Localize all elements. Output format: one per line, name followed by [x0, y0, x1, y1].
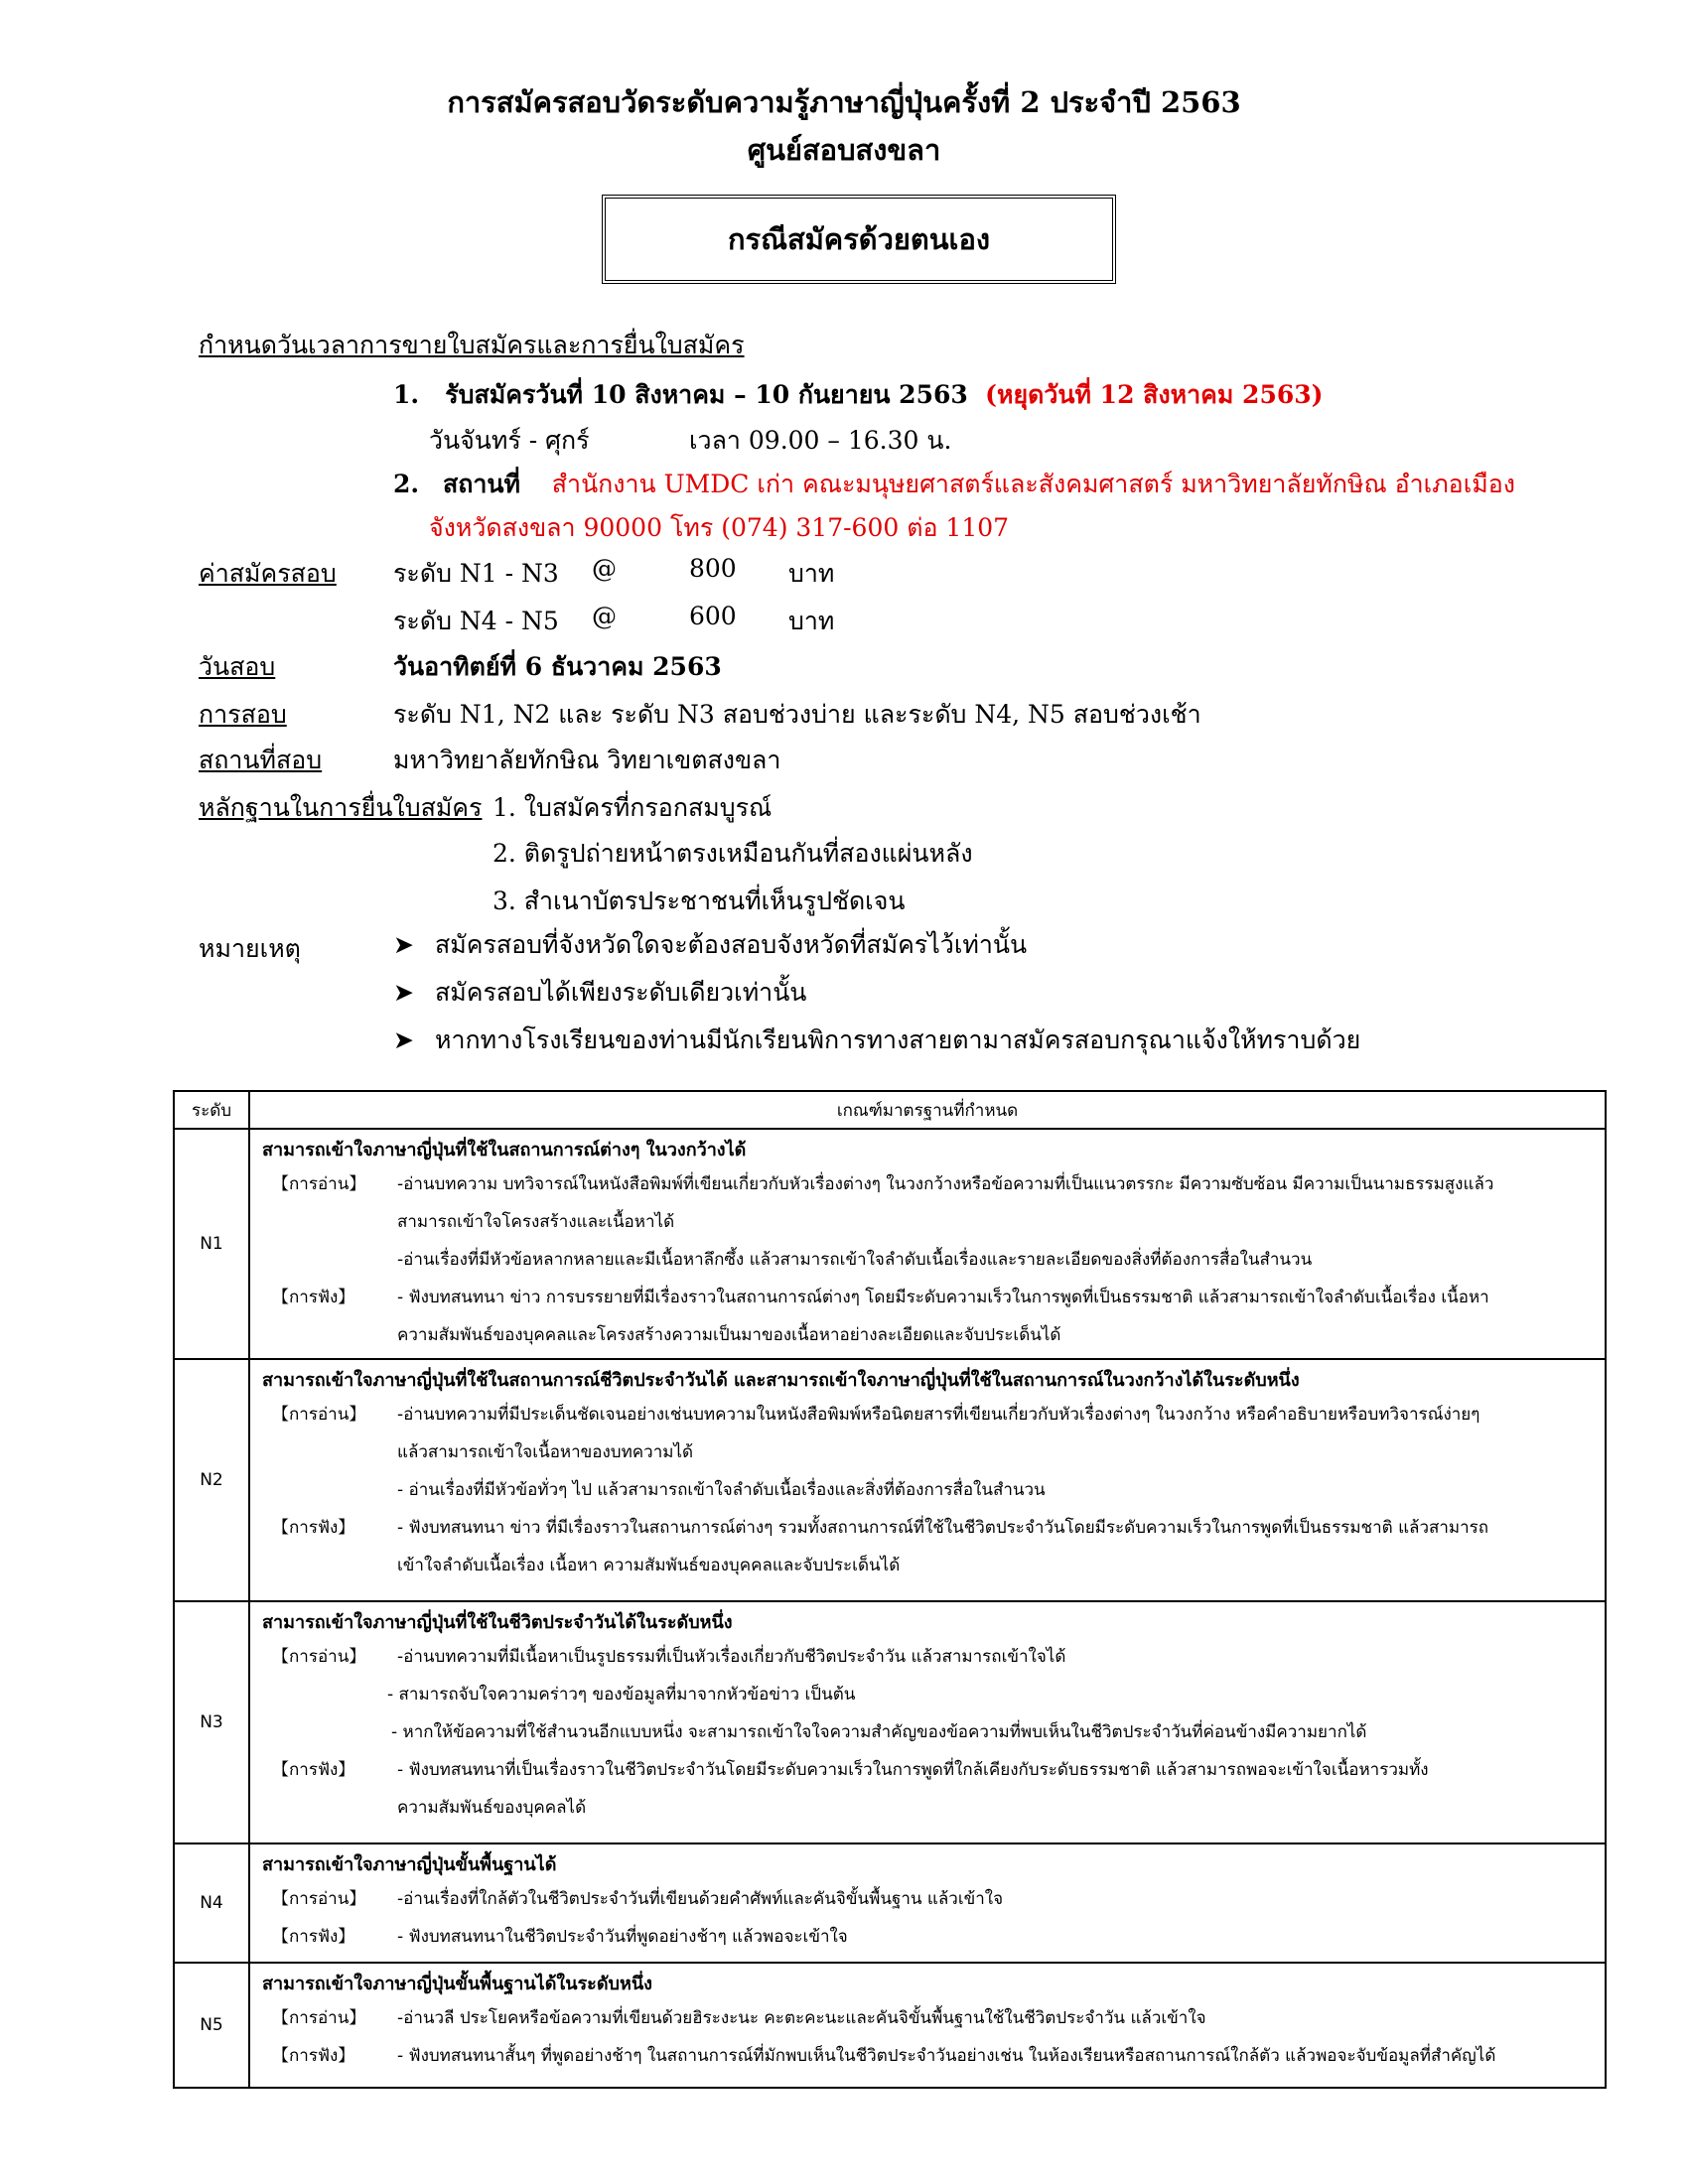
reading-text: -อ่านบทความที่มีเนื้อหาเป็นรูปธรรมที่เป็นหัวเรื่องเกี่ยวกับชีวิตประจำวัน แล้วสามารถเข้าใจได้	[397, 1647, 1066, 1667]
arrow-bullet-icon: ➤	[393, 1025, 414, 1054]
listening-line	[262, 2037, 1595, 2075]
reading-text: -อ่านบทความ บทวิจารณ์ในหนังสือพิมพ์ที่เขียนเกี่ยวกับหัวเรื่องต่างๆ ในวงกว้างหรือข้อความที่เป็นแนวตรรกะ มีความซับซ้อน มีความเป็นนามธรรมสูงแล้ว	[397, 1174, 1494, 1194]
criteria-cell	[249, 1129, 1606, 1359]
item-1-note: (หยุดวันที่ 12 สิงหาคม 2563)	[985, 380, 1324, 409]
arrow-bullet-icon: ➤	[393, 978, 414, 1007]
table-header-row	[174, 1091, 1606, 1129]
listening-text: - ฟังบทสนทนา ข่าว ที่มีเรื่องราวในสถานการณ์ต่างๆ รวมทั้งสถานการณ์ที่ใช้ในชีวิตประจำวันโดยมีระดับความเร็วในการพูดที่เป็นธรรมชาติ แล้วสามารถ	[397, 1518, 1489, 1538]
fee-row-2-at: @	[592, 602, 617, 630]
arrow-bullet-icon: ➤	[393, 930, 414, 959]
level-cell: N2	[174, 1359, 249, 1601]
fee-row-2-level: ระดับ N4 - N5	[393, 607, 559, 635]
listening-text-cont: ความสัมพันธ์ของบุคคลได้	[397, 1798, 587, 1818]
item-2-number: 2.	[393, 470, 420, 498]
note-item-3-text: หากทางโรงเรียนของท่านมีนักเรียนพิการทางสายตามาสมัครสอบกรุณาแจ้งให้ทราบด้วย	[435, 1025, 1361, 1054]
table-row	[174, 1129, 1606, 1359]
notes-heading: หมายเหตุ	[199, 934, 301, 963]
exam-date-value: วันอาทิตย์ที่ 6 ธันวาคม 2563	[393, 652, 722, 681]
item-1-text: รับสมัครวันที่ 10 สิงหาคม – 10 กันยายน 2563	[445, 380, 968, 409]
boxed-title: กรณีสมัครด้วยตนเอง	[602, 195, 1116, 284]
reading-line	[262, 1396, 1595, 1433]
note-item-2	[393, 973, 806, 1013]
exam-schedule: ระดับ N1, N2 และ ระดับ N3 สอบช่วงบ่าย และระดับ N4, N5 สอบช่วงเช้า	[393, 700, 1201, 729]
listening-text: - ฟังบทสนทนาในชีวิตประจำวันที่พูดอย่างช้าๆ แล้วพอจะเข้าใจ	[397, 1927, 848, 1947]
exam-heading: การสอบ	[199, 700, 287, 729]
listening-text: - ฟังบทสนทนาสั้นๆ ที่พูดอย่างช้าๆ ในสถานการณ์ที่มักพบเห็นในชีวิตประจำวันอย่างเช่น ในห้องเรียนหรือสถานการณ์ใกล้ตัว แล้วพอจะจับข้อมูลที่สำคัญได้	[397, 2046, 1496, 2066]
level-cell: N3	[174, 1601, 249, 1843]
fee-row-1-level: ระดับ N1 - N3	[393, 559, 559, 588]
listening-text: - ฟังบทสนทนาที่เป็นเรื่องราวในชีวิตประจำวันโดยมีระดับความเร็วในการพูดที่ใกล้เคียงกับระดับธรรมชาติ แล้วสามารถพอจะเข้าใจเนื้อหารวมทั้ง	[397, 1760, 1429, 1780]
criteria-caption: สามารถเข้าใจภาษาญี่ปุ่นที่ใช้ในสถานการณ์ชีวิตประจำวันได้ และสามารถเข้าใจภาษาญี่ปุ่นที่ใช้ในสถานการณ์ในวงกว้างได้ในระดับหนึ่ง	[262, 1370, 1300, 1391]
title-line-1: การสมัครสอบวัดระดับความรู้ภาษาญี่ปุ่นครั้งที่ 2 ประจำปี 2563	[447, 85, 1241, 119]
fee-row-1-unit: บาท	[788, 559, 835, 588]
item-2-place-line-2: จังหวัดสงขลา 90000 โทร (074) 317-600 ต่อ 1107	[429, 513, 1010, 542]
note-item-1	[393, 925, 1027, 965]
reading-tag: 【การอ่าน】	[272, 1647, 366, 1667]
listening-line	[262, 1751, 1595, 1789]
table-row	[174, 1963, 1606, 2088]
note-item-1-text: สมัครสอบที่จังหวัดใดจะต้องสอบจังหวัดที่สมัครไว้เท่านั้น	[435, 930, 1028, 959]
reading-text: -อ่านบทความที่มีประเด็นชัดเจนอย่างเช่นบทความในหนังสือพิมพ์หรือนิตยสารที่เขียนเกี่ยวกับหัวเรื่องต่างๆ ในวงกว้าง หรือคำอธิบายหรือบทวิจารณ์ง่ายๆ	[397, 1405, 1480, 1425]
reading-tag: 【การอ่าน】	[272, 1889, 366, 1909]
criteria-cell	[249, 1843, 1606, 1963]
table-row	[174, 1843, 1606, 1963]
schedule-item-1	[393, 375, 1323, 415]
item-2-place: สำนักงาน UMDC เก่า คณะมนุษยศาสตร์และสังคมศาสตร์ มหาวิทยาลัยทักษิณ อำเภอเมือง	[551, 470, 1515, 498]
criteria-caption: สามารถเข้าใจภาษาญี่ปุ่นที่ใช้ในสถานการณ์ต่างๆ ในวงกว้างได้	[262, 1140, 747, 1160]
title-line-2: ศูนย์สอบสงขลา	[747, 133, 941, 167]
criteria-caption: สามารถเข้าใจภาษาญี่ปุ่นขั้นพื้นฐานได้ในระดับหนึ่ง	[262, 1974, 652, 1994]
reading-line	[262, 1638, 1595, 1676]
fee-row-2-amount: 600	[689, 602, 737, 630]
reading-text-cont: แล้วสามารถเข้าใจเนื้อหาของบทความได้	[397, 1442, 694, 1462]
criteria-table	[173, 1090, 1607, 2089]
level-cell: N4	[174, 1843, 249, 1963]
note-item-3	[393, 1021, 1360, 1060]
criteria-cell	[249, 1601, 1606, 1843]
listening-tag: 【การฟัง】	[272, 1518, 355, 1538]
listening-line	[262, 1509, 1595, 1547]
listening-text: - ฟังบทสนทนา ข่าว การบรรยายที่มีเรื่องราวในสถานการณ์ต่างๆ โดยมีระดับความเร็วในการพูดที่เป็นธรรมชาติ แล้วสามารถเข้าใจลำดับเนื้อเรื่อง เนื้อหา	[397, 1288, 1489, 1307]
listening-tag: 【การฟัง】	[272, 1288, 355, 1307]
column-header-criteria: เกณฑ์มาตรฐานที่กำหนด	[249, 1091, 1606, 1129]
venue-value: มหาวิทยาลัยทักษิณ วิทยาเขตสงขลา	[393, 746, 781, 774]
item-1-number: 1.	[393, 380, 420, 409]
reading-tag: 【การอ่าน】	[272, 1174, 366, 1194]
reading-line	[262, 1999, 1595, 2037]
venue-heading: สถานที่สอบ	[199, 746, 323, 774]
listening-text-cont: ความสัมพันธ์ของบุคคลและโครงสร้างความเป็นมาของเนื้อหาอย่างละเอียดและจับประเด็นได้	[397, 1325, 1061, 1345]
listening-tag: 【การฟัง】	[272, 1760, 355, 1780]
fee-row-2-unit: บาท	[788, 607, 835, 635]
office-hours: เวลา 09.00 – 16.30 น.	[689, 426, 952, 455]
reading-text-cont: สามารถเข้าใจโครงสร้างและเนื้อหาได้	[397, 1212, 675, 1232]
listening-tag: 【การฟัง】	[272, 2046, 355, 2066]
level-cell: N1	[174, 1129, 249, 1359]
listening-tag: 【การฟัง】	[272, 1927, 355, 1947]
reading-line	[262, 1880, 1595, 1918]
column-header-level: ระดับ	[174, 1091, 249, 1129]
reading-text: -อ่านเรื่องที่ใกล้ตัวในชีวิตประจำวันที่เขียนด้วยคำศัพท์และคันจิขั้นพื้นฐาน แล้วเข้าใจ	[397, 1889, 1004, 1909]
reading-text-cont: -อ่านเรื่องที่มีหัวข้อหลากหลายและมีเนื้อหาลึกซึ้ง แล้วสามารถเข้าใจลำดับเนื้อเรื่องและรายละเอียดของสิ่งที่ต้องการสื่อในสำนวน	[397, 1250, 1313, 1270]
evidence-item-2: 2. ติดรูปถ่ายหน้าตรงเหมือนกันที่สองแผ่นหลัง	[492, 839, 973, 868]
reading-text-cont: - อ่านเรื่องที่มีหัวข้อทั่วๆ ไป แล้วสามารถเข้าใจลำดับเนื้อเรื่องและสิ่งที่ต้องการสื่อในสำนวน	[397, 1480, 1046, 1500]
listening-text-cont: เข้าใจลำดับเนื้อเรื่อง เนื้อหา ความสัมพันธ์ของบุคคลและจับประเด็นได้	[397, 1556, 901, 1575]
exam-date-heading: วันสอบ	[199, 652, 276, 681]
reading-line	[262, 1165, 1595, 1203]
table-row	[174, 1601, 1606, 1843]
note-item-2-text: สมัครสอบได้เพียงระดับเดียวเท่านั้น	[435, 978, 807, 1007]
office-days: วันจันทร์ - ศุกร์	[429, 426, 590, 455]
evidence-heading: หลักฐานในการยื่นใบสมัคร	[199, 793, 483, 822]
listening-line	[262, 1918, 1595, 1956]
fee-row-1-at: @	[592, 554, 617, 583]
evidence-item-1: 1. ใบสมัครที่กรอกสมบูรณ์	[492, 793, 773, 822]
fees-heading: ค่าสมัครสอบ	[199, 559, 337, 588]
item-2-label: สถานที่	[442, 470, 520, 498]
reading-text-cont: - สามารถจับใจความคร่าวๆ ของข้อมูลที่มาจากหัวข้อข่าว เป็นต้น	[387, 1685, 856, 1705]
criteria-cell	[249, 1359, 1606, 1601]
evidence-item-3: 3. สำเนาบัตรประชาชนที่เห็นรูปชัดเจน	[492, 887, 906, 915]
level-cell: N5	[174, 1963, 249, 2088]
criteria-caption: สามารถเข้าใจภาษาญี่ปุ่นขั้นพื้นฐานได้	[262, 1854, 557, 1875]
criteria-caption: สามารถเข้าใจภาษาญี่ปุ่นที่ใช้ในชีวิตประจำวันได้ในระดับหนึ่ง	[262, 1612, 733, 1633]
schedule-heading: กำหนดวันเวลาการขายใบสมัครและการยื่นใบสมัคร	[199, 331, 745, 359]
schedule-item-2	[393, 465, 1515, 504]
reading-text-cont: - หากให้ข้อความที่ใช้สำนวนอีกแบบหนึ่ง จะสามารถเข้าใจใจความสำคัญของข้อความที่พบเห็นในชีวิตประจำวันที่ค่อนข้างมีความยากได้	[391, 1722, 1367, 1742]
listening-line	[262, 1279, 1595, 1316]
reading-tag: 【การอ่าน】	[272, 2008, 366, 2028]
criteria-cell	[249, 1963, 1606, 2088]
reading-tag: 【การอ่าน】	[272, 1405, 366, 1425]
table-row	[174, 1359, 1606, 1601]
reading-text: -อ่านวลี ประโยคหรือข้อความที่เขียนด้วยฮิระงะนะ คะตะคะนะและคันจิขั้นพื้นฐานใช้ในชีวิตประจำวัน แล้วเข้าใจ	[397, 2008, 1206, 2028]
fee-row-1-amount: 800	[689, 554, 737, 583]
